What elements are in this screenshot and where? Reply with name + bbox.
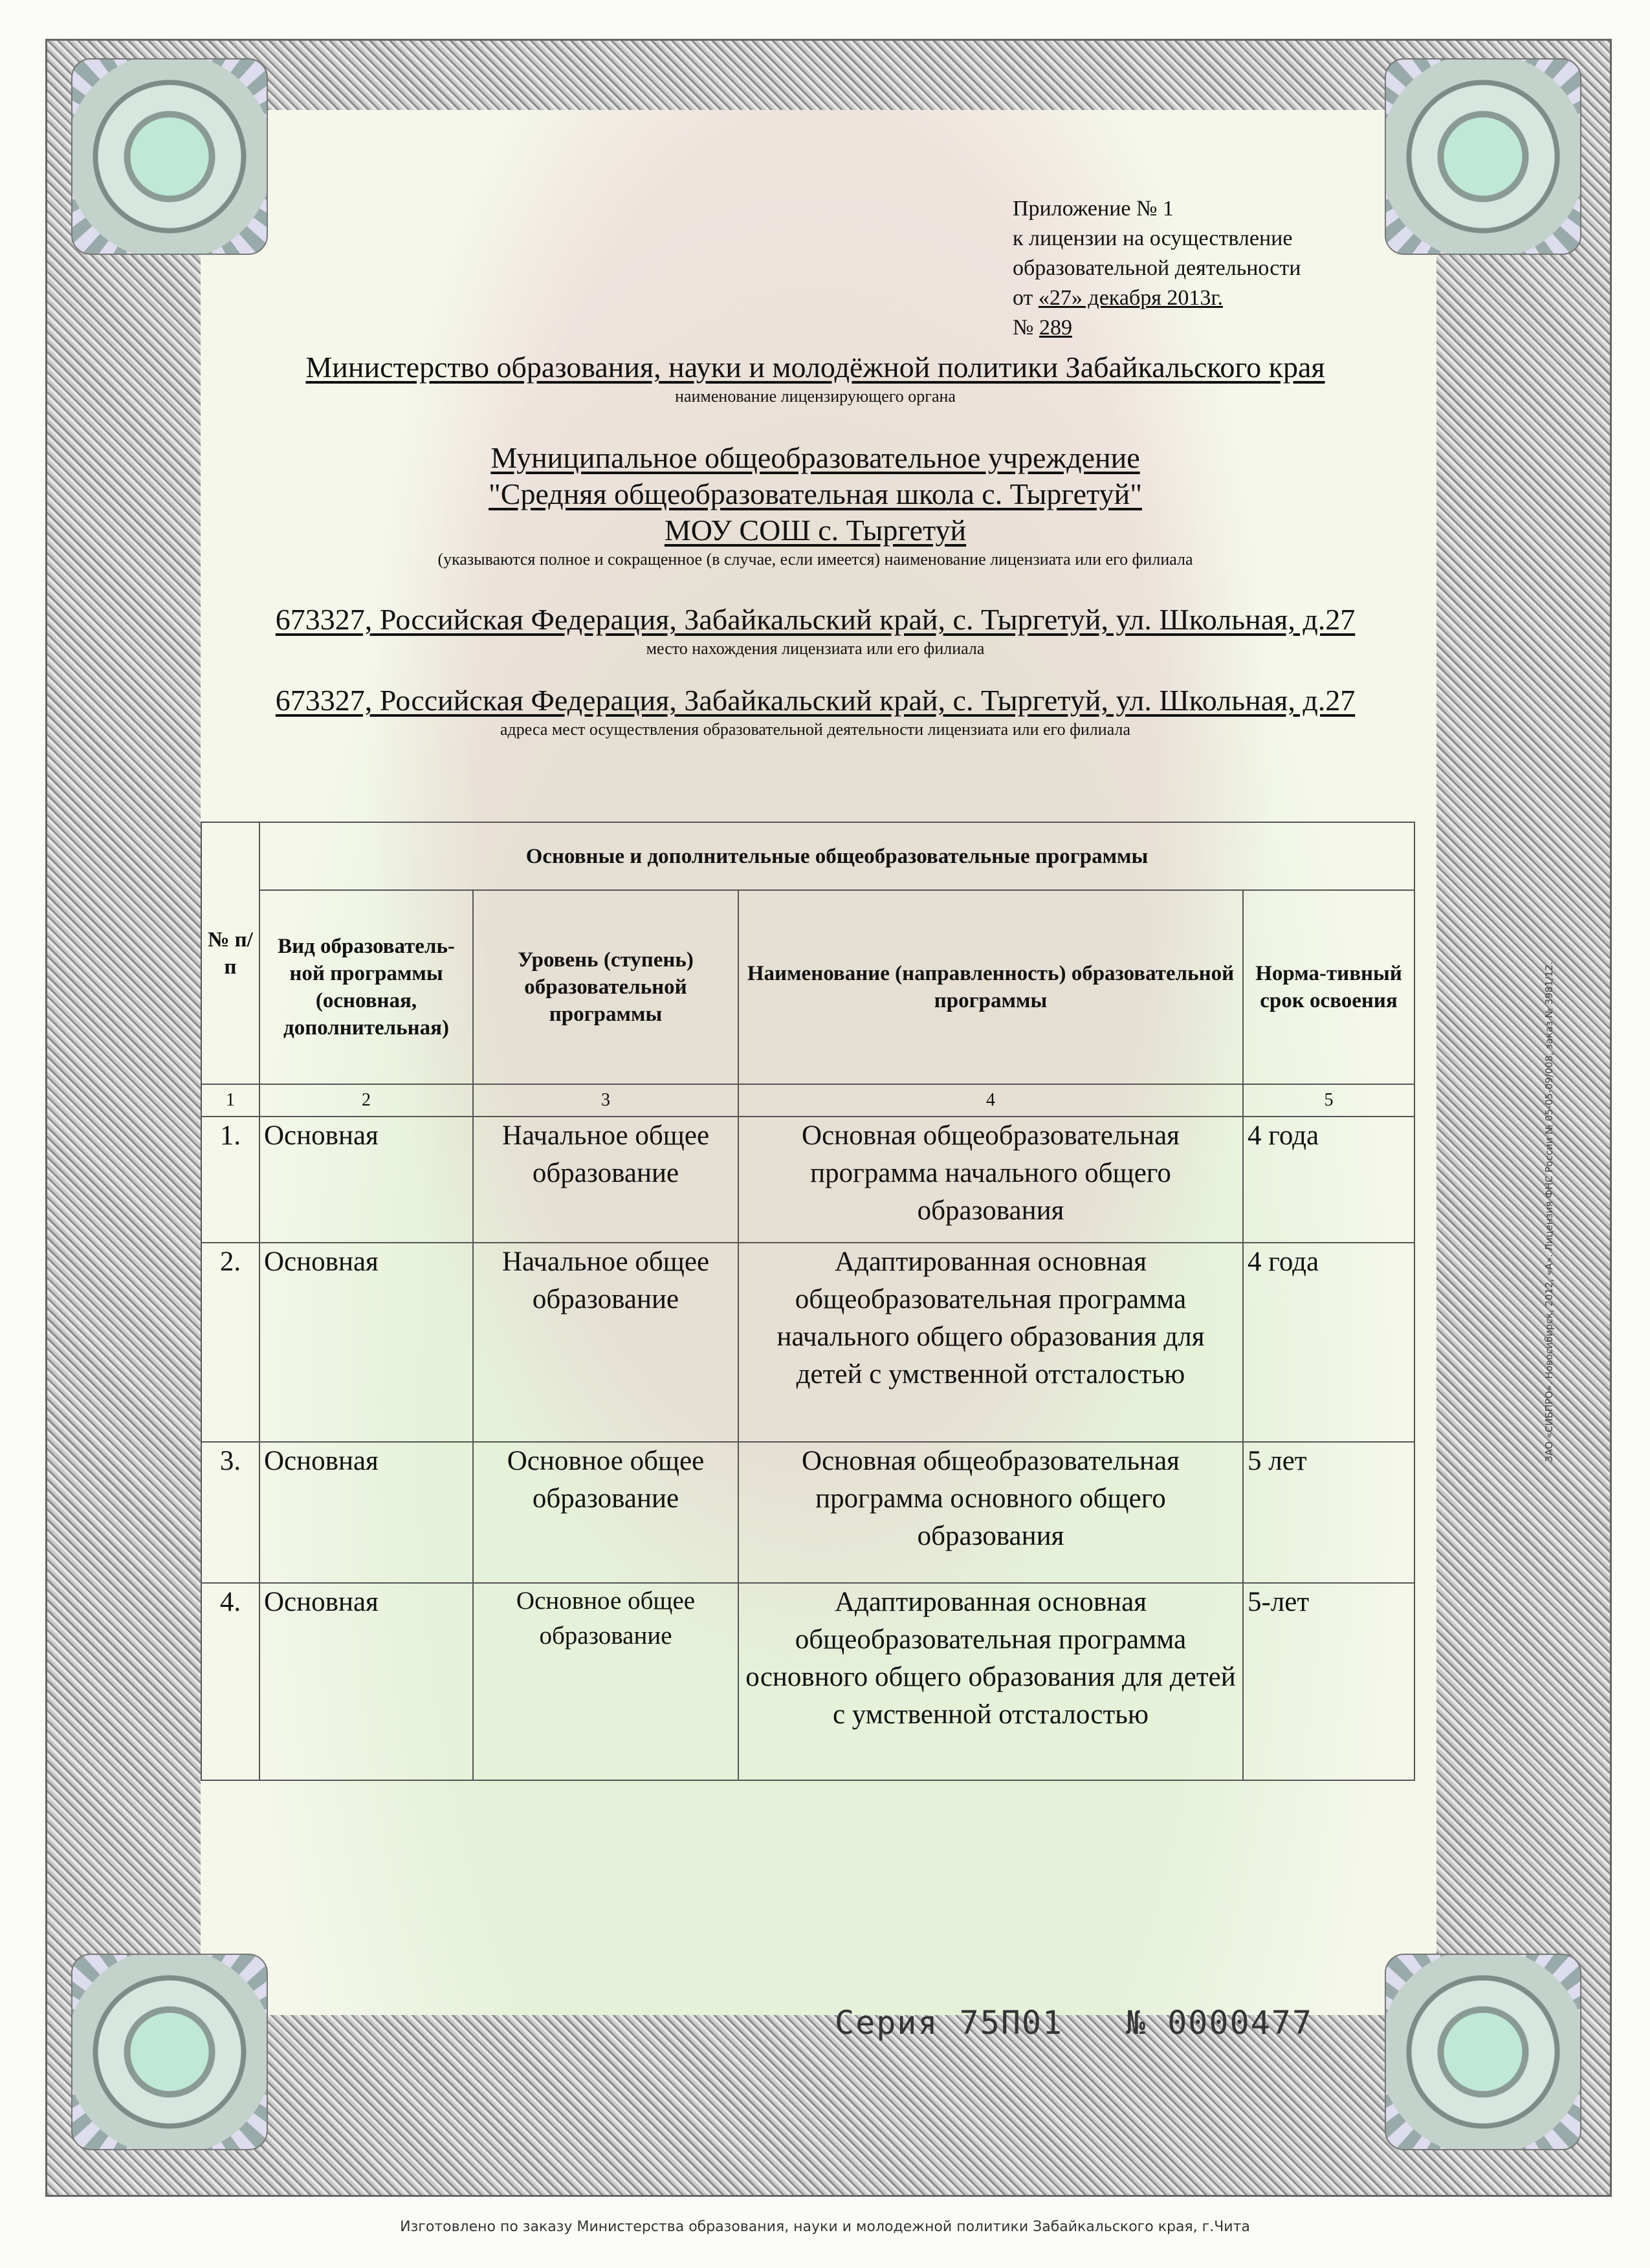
row-kind: Основная bbox=[259, 1583, 473, 1780]
appendix-block bbox=[1013, 194, 1301, 343]
licensor-caption: наименование лицензирующего органа bbox=[675, 387, 956, 406]
row-kind: Основная bbox=[259, 1442, 473, 1583]
row-level: Начальное общее образование bbox=[473, 1117, 738, 1243]
licensor-name: Министерство образования, науки и молодёжной политики Забайкальского края bbox=[305, 351, 1325, 384]
series-label: Серия 75П01 bbox=[835, 2004, 1064, 2042]
printer-note: ЗАО «СИБПРО». Новосибирск, 2012, «А». Лицензия ФНС России № 05-05-09/008, заказ № 3981/12. bbox=[1543, 961, 1555, 1462]
column-number: 4 bbox=[738, 1084, 1243, 1117]
activity-address: 673327, Российская Федерация, Забайкальский край, с. Тыргетуй, ул. Школьная, д.27 bbox=[275, 684, 1356, 717]
table-row bbox=[201, 1243, 1414, 1442]
row-level: Начальное общее образование bbox=[473, 1243, 738, 1442]
row-name: Адаптированная основная общеобразовательная программа начального общего образования для детей с умственной отсталостью bbox=[738, 1243, 1243, 1442]
column-number: 1 bbox=[201, 1084, 259, 1117]
licensee-full-name-1: Муниципальное общеобразовательное учреждение bbox=[490, 441, 1140, 474]
row-num: 3. bbox=[201, 1442, 259, 1583]
row-kind: Основная bbox=[259, 1243, 473, 1442]
licensee-caption: (указываются полное и сокращенное (в случае, если имеется) наименование лицензиата или его филиала bbox=[437, 550, 1193, 569]
licensor-block bbox=[207, 349, 1424, 408]
corner-ornament bbox=[71, 1954, 268, 2150]
appendix-number-line: № 289 bbox=[1013, 316, 1072, 340]
table-row bbox=[201, 1117, 1414, 1243]
row-kind: Основная bbox=[259, 1117, 473, 1243]
activity-address-block bbox=[207, 682, 1424, 741]
header-group: Основные и дополнительные общеобразовательные программы bbox=[259, 822, 1414, 890]
corner-ornament bbox=[71, 58, 268, 255]
row-name: Основная общеобразовательная программа основного общего образования bbox=[738, 1442, 1243, 1583]
location-caption: место нахождения лицензиата или его филиала bbox=[646, 639, 985, 658]
row-level: Основное общее образование bbox=[473, 1442, 738, 1583]
row-term: 4 года bbox=[1243, 1243, 1414, 1442]
corner-ornament bbox=[1385, 58, 1581, 255]
appendix-line: образовательной деятельности bbox=[1013, 256, 1301, 280]
activity-address-caption: адреса мест осуществления образовательной деятельности лицензиата или его филиала bbox=[500, 720, 1130, 739]
column-number: 3 bbox=[473, 1084, 738, 1117]
header-kind: Вид образователь-ной программы (основная, дополнительная) bbox=[259, 890, 473, 1084]
licensee-full-name-2: "Средняя общеобразовательная школа с. Тыргетуй" bbox=[489, 477, 1142, 510]
licensee-block bbox=[207, 440, 1424, 571]
location-block bbox=[207, 602, 1424, 660]
row-level: Основное общее образование bbox=[473, 1583, 738, 1780]
form-number: № 0000477 bbox=[1126, 2004, 1313, 2042]
row-name: Адаптированная основная общеобразовательная программа основного общего образования для детей с умственной отсталостью bbox=[738, 1583, 1243, 1780]
appendix-line: Приложение № 1 bbox=[1013, 197, 1174, 221]
licensee-short-name: МОУ СОШ с. Тыргетуй bbox=[664, 514, 967, 547]
row-term: 5-лет bbox=[1243, 1583, 1414, 1780]
header-term: Норма-тивный срок освоения bbox=[1243, 890, 1414, 1084]
appendix-date-line: от «27» декабря 2013г. bbox=[1013, 286, 1223, 310]
row-term: 5 лет bbox=[1243, 1442, 1414, 1583]
appendix-number: 289 bbox=[1039, 316, 1072, 340]
row-num: 2. bbox=[201, 1243, 259, 1442]
row-term: 4 года bbox=[1243, 1117, 1414, 1243]
header-num: № п/п bbox=[201, 822, 259, 1084]
column-number: 2 bbox=[259, 1084, 473, 1117]
table-row bbox=[201, 1583, 1414, 1780]
footer-note: Изготовлено по заказу Министерства образования, науки и молодежной политики Забайкальского края, г.Чита bbox=[400, 2219, 1250, 2235]
programs-table bbox=[201, 822, 1415, 1781]
row-num: 4. bbox=[201, 1583, 259, 1780]
location-address: 673327, Российская Федерация, Забайкальский край, с. Тыргетуй, ул. Школьная, д.27 bbox=[275, 603, 1356, 636]
corner-ornament bbox=[1385, 1954, 1581, 2150]
appendix-date: «27» декабря 2013г. bbox=[1038, 286, 1223, 310]
column-number: 5 bbox=[1243, 1084, 1414, 1117]
header-level: Уровень (ступень) образовательной программы bbox=[473, 890, 738, 1084]
row-num: 1. bbox=[201, 1117, 259, 1243]
appendix-line: к лицензии на осуществление bbox=[1013, 226, 1293, 250]
table-row bbox=[201, 1442, 1414, 1583]
row-name: Основная общеобразовательная программа начального общего образования bbox=[738, 1117, 1243, 1243]
header-name: Наименование (направленность) образовательной программы bbox=[738, 890, 1243, 1084]
